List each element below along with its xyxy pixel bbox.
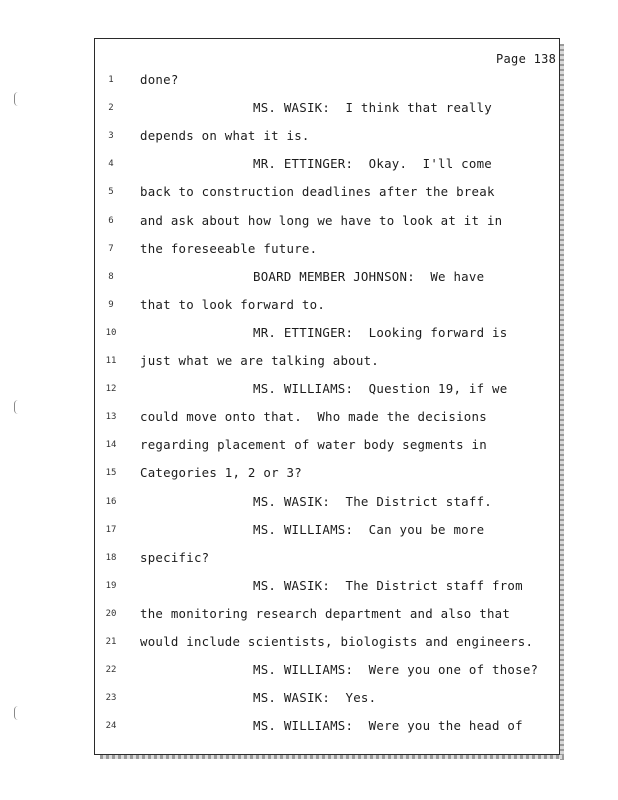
binding-hole-mark (14, 706, 21, 720)
transcript-line: MS. WASIK: I think that really (253, 100, 493, 116)
line-number: 24 (105, 721, 117, 732)
transcript-line: MS. WASIK: The District staff from (253, 577, 523, 593)
line-number: 14 (105, 440, 117, 451)
transcript-line: and ask about how long we have to look at it in (140, 212, 503, 228)
line-number: 1 (108, 75, 114, 85)
transcript-line: MS. WILLIAMS: Question 19, if we (253, 381, 508, 397)
page-edge-shadow-bottom (100, 755, 564, 759)
line-number: 18 (105, 552, 117, 563)
transcript-line: MR. ETTINGER: Okay. I'll come (253, 156, 493, 172)
line-number: 6 (108, 215, 114, 226)
transcript-line: depends on what it is. (140, 128, 310, 144)
line-number: 8 (108, 271, 114, 282)
line-number: 7 (108, 243, 114, 254)
transcript-line: back to construction deadlines after the break (140, 184, 495, 200)
line-number: 5 (108, 187, 114, 198)
line-number: 19 (105, 580, 117, 591)
transcript-line: MS. WASIK: The District staff. (253, 493, 493, 509)
line-number: 12 (105, 384, 117, 395)
transcript-line: would include scientists, biologists and engineers. (140, 634, 534, 649)
transcript-line: MS. WILLIAMS: Were you one of those? (253, 662, 539, 678)
line-number: 21 (105, 637, 117, 647)
line-number: 20 (105, 608, 117, 619)
page-number: Page 138 (496, 52, 557, 66)
transcript-line: MS. WILLIAMS: Can you be more (253, 521, 485, 537)
transcript-line: could move onto that. Who made the decisions (140, 409, 487, 425)
transcript-line: that to look forward to. (140, 296, 326, 312)
line-number: 23 (105, 693, 117, 704)
binding-hole-mark (14, 400, 21, 414)
line-number: 15 (105, 468, 117, 479)
line-number: 13 (105, 412, 117, 423)
transcript-line: Categories 1, 2 or 3? (140, 465, 302, 481)
line-number: 11 (105, 356, 117, 366)
line-number: 3 (108, 131, 114, 142)
binding-hole-mark (14, 92, 21, 106)
line-number: 17 (105, 524, 117, 535)
transcript-line: done? (140, 72, 179, 87)
line-number: 4 (108, 159, 114, 170)
transcript-line: regarding placement of water body segments in (140, 437, 487, 453)
transcript-line: just what we are talking about. (140, 353, 380, 368)
line-number: 9 (108, 299, 114, 310)
line-number: 16 (105, 496, 117, 507)
transcript-line: the foreseeable future. (140, 240, 318, 256)
page-edge-shadow-right (560, 44, 564, 760)
transcript-line: MR. ETTINGER: Looking forward is (253, 324, 508, 340)
line-number: 2 (108, 103, 114, 114)
transcript-line: MS. WASIK: Yes. (253, 690, 377, 706)
line-number: 22 (105, 665, 117, 676)
transcript-line: BOARD MEMBER JOHNSON: We have (253, 268, 485, 284)
transcript-line: the monitoring research department and also that (140, 605, 511, 621)
transcript-line: specific? (140, 549, 210, 565)
transcript-line: MS. WILLIAMS: Were you the head of (253, 718, 523, 734)
line-number: 10 (105, 327, 117, 338)
